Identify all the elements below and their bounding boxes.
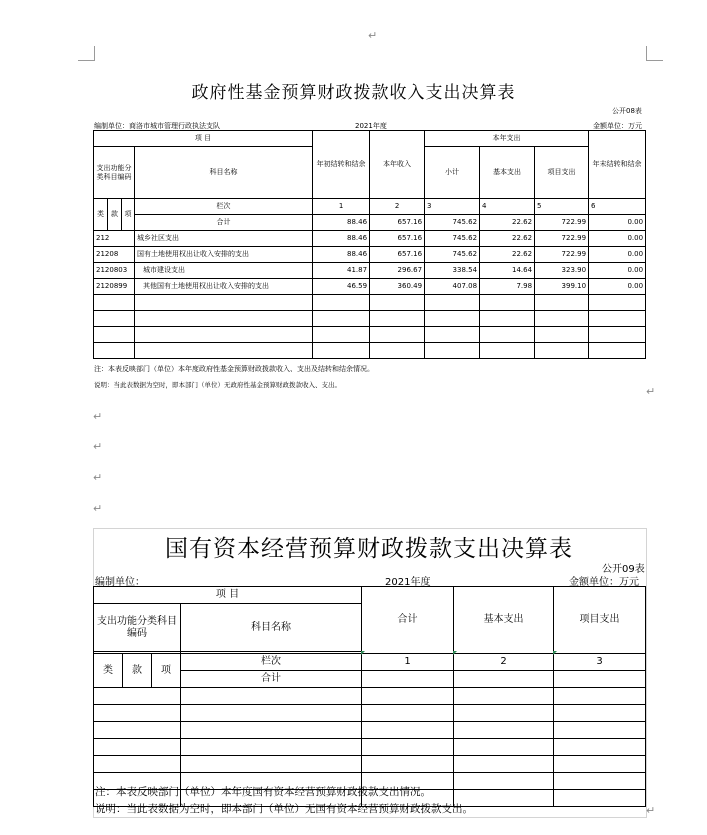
table2-header-kuan: 款 — [123, 654, 152, 688]
table1-form-no: 公开08表 — [612, 107, 642, 115]
table2-header-xiang: 项 — [152, 654, 181, 688]
table1-note: 说明：当此表数据为空时，即本部门（单位）无政府性基金预算财政拨款收入、支出。 — [94, 381, 341, 389]
table1-header-begin-balance: 年初结转和结余 — [313, 131, 370, 199]
row-value: 14.64 — [480, 263, 535, 279]
row-code: 212 — [94, 231, 135, 247]
row-name: 城乡社区支出 — [135, 231, 313, 247]
table1-header-kuan: 款 — [108, 199, 122, 231]
table-row-empty — [94, 327, 646, 343]
page-corner-mark — [646, 46, 663, 61]
table1-unit: 金额单位：万元 — [593, 122, 642, 130]
table-row — [94, 231, 646, 247]
row-value: 88.46 — [313, 231, 370, 247]
table2-header-subject-name: 科目名称 — [181, 604, 362, 652]
table1-header-year-income: 本年收入 — [370, 131, 425, 199]
table-row-empty — [94, 688, 646, 705]
row-value: 745.62 — [425, 231, 480, 247]
row-value: 657.16 — [370, 231, 425, 247]
table-row-empty — [94, 705, 646, 722]
table1-year: 2021年度 — [355, 122, 387, 130]
table-row — [94, 279, 646, 295]
page-corner-mark — [78, 46, 95, 61]
row-value: 745.62 — [425, 247, 480, 263]
table1-header-subtotal: 小计 — [425, 147, 480, 199]
table1-header-item: 项 目 — [94, 131, 313, 147]
row-value: 722.99 — [535, 247, 589, 263]
table1-header-basic: 基本支出 — [480, 147, 535, 199]
table1-total-cell: 745.62 — [425, 215, 480, 231]
row-value: 0.00 — [589, 247, 646, 263]
return-mark: ↵ — [93, 440, 103, 453]
table2-note: 说明：当此表数据为空时，即本部门（单位）无国有资本经营预算财政拨款支出。 — [95, 803, 473, 815]
table1-total-cell: 88.46 — [313, 215, 370, 231]
table1-col-num: 4 — [480, 199, 535, 215]
row-value: 0.00 — [589, 279, 646, 295]
table1-header-func-class: 支出功能分类科目编码 — [94, 147, 135, 199]
row-value: 0.00 — [589, 263, 646, 279]
row-value: 657.16 — [370, 247, 425, 263]
table2-note: 注：本表反映部门（单位）本年度国有资本经营预算财政拨款支出情况。 — [95, 786, 431, 798]
table2-header-project: 项目支出 — [554, 587, 646, 654]
table1-total-cell: 722.99 — [535, 215, 589, 231]
table1-col-num: 2 — [370, 199, 425, 215]
row-value: 88.46 — [313, 247, 370, 263]
table1-header-year-expense: 本年支出 — [425, 131, 589, 147]
table2-col-num: 1 — [362, 654, 454, 671]
table2-org-label: 编制单位： — [95, 577, 145, 588]
table2-col-num: 2 — [454, 654, 554, 671]
return-mark: ↵ — [93, 502, 103, 515]
table-row — [94, 247, 646, 263]
return-mark: ↵ — [646, 385, 656, 398]
row-value: 22.62 — [480, 231, 535, 247]
table1-header-end-balance: 年末结转和结余 — [589, 131, 646, 199]
table1 — [93, 130, 646, 359]
row-value: 407.08 — [425, 279, 480, 295]
table-row-empty — [94, 739, 646, 756]
table-row-empty — [94, 311, 646, 327]
table1-col-num: 1 — [313, 199, 370, 215]
table2-col-label: 栏次 — [181, 654, 362, 671]
table1-col-num: 5 — [535, 199, 589, 215]
row-value: 46.59 — [313, 279, 370, 295]
table2-header-lei: 类 — [94, 654, 123, 688]
table-row-empty — [94, 756, 646, 773]
row-value: 323.90 — [535, 263, 589, 279]
return-mark: ↵ — [646, 804, 656, 817]
table-row-empty — [94, 295, 646, 311]
table1-title: 政府性基金预算财政拨款收入支出决算表 — [191, 83, 516, 103]
table1-col-num: 6 — [589, 199, 646, 215]
table2-form-no: 公开09表 — [602, 564, 645, 575]
table2-header-basic: 基本支出 — [454, 587, 554, 654]
table2 — [93, 586, 646, 807]
table2-header-item: 项 目 — [94, 587, 362, 604]
table1-total-cell: 0.00 — [589, 215, 646, 231]
return-mark: ↵ — [93, 410, 103, 423]
table2-col-num: 3 — [554, 654, 646, 671]
table1-col-label: 栏次 — [135, 199, 313, 215]
table1-total-cell: 22.62 — [480, 215, 535, 231]
table1-header-subject-name: 科目名称 — [135, 147, 313, 199]
row-name: 其他国有土地使用权出让收入安排的支出 — [135, 279, 313, 295]
table1-header-xiang: 项 — [122, 199, 135, 231]
return-mark: ↵ — [368, 29, 378, 42]
row-name: 国有土地使用权出让收入安排的支出 — [135, 247, 313, 263]
cell-marker — [361, 651, 365, 655]
table-row-empty — [94, 343, 646, 359]
row-value: 7.98 — [480, 279, 535, 295]
table2-unit: 金额单位：万元 — [569, 577, 639, 588]
table1-header-project: 项目支出 — [535, 147, 589, 199]
table2-total-label: 合计 — [181, 671, 362, 688]
table2-header-func-class: 支出功能分类科目编码 — [94, 604, 181, 652]
table2-title: 国有资本经营预算财政拨款支出决算表 — [165, 536, 573, 562]
table1-org-label: 编制单位： — [94, 122, 129, 130]
table1-header-lei: 类 — [94, 199, 108, 231]
table-row — [94, 263, 646, 279]
table1-total-cell: 657.16 — [370, 215, 425, 231]
row-value: 0.00 — [589, 231, 646, 247]
cell-marker — [553, 651, 557, 655]
row-code: 21208 — [94, 247, 135, 263]
row-value: 22.62 — [480, 247, 535, 263]
row-value: 399.10 — [535, 279, 589, 295]
table1-col-num: 3 — [425, 199, 480, 215]
row-value: 360.49 — [370, 279, 425, 295]
cell-marker — [453, 651, 457, 655]
row-value: 41.87 — [313, 263, 370, 279]
return-mark: ↵ — [93, 471, 103, 484]
row-value: 296.67 — [370, 263, 425, 279]
table-row-empty — [94, 722, 646, 739]
row-value: 338.54 — [425, 263, 480, 279]
row-code: 2120899 — [94, 279, 135, 295]
table1-total-label: 合计 — [135, 215, 313, 231]
row-code: 2120803 — [94, 263, 135, 279]
table2-header-total: 合计 — [362, 587, 454, 654]
row-value: 722.99 — [535, 231, 589, 247]
table1-org-name: 商洛市城市管理行政执法支队 — [129, 122, 220, 130]
table2-year: 2021年度 — [385, 577, 431, 588]
row-name: 城市建设支出 — [135, 263, 313, 279]
table1-note: 注：本表反映部门（单位）本年度政府性基金预算财政拨款收入、支出及结转和结余情况。 — [94, 365, 374, 373]
